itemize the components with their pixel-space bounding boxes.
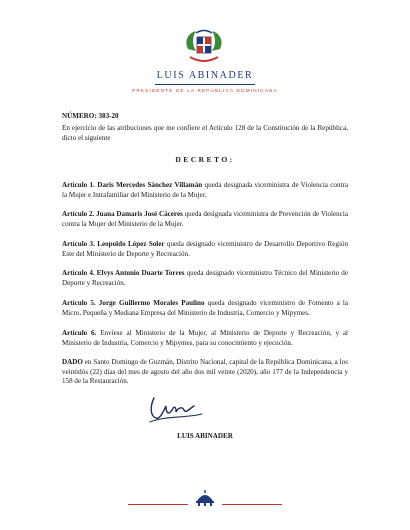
dado-paragraph [62, 358, 348, 387]
intro-paragraph: En ejercicio de las atribuciones que me confiere el Artículo 128 de la Constitución de la República, dicto el siguiente [62, 124, 348, 142]
article-3-label: Artículo 3. [62, 240, 95, 248]
decree-number-value: 383-20 [98, 112, 119, 120]
article-3-name: Leopoldo López Soler [97, 240, 165, 248]
article-1-text: queda designada viceministra de Violencia contra la Mujer e Intrafamiliar del Ministerio de la Mujer. [62, 181, 348, 199]
decree-number-label: NÚMERO: [62, 112, 97, 120]
article-1 [62, 181, 348, 200]
footer-divider-left [128, 504, 188, 505]
article-1-label: Artículo 1. [62, 181, 95, 189]
coat-of-arms-icon [182, 27, 226, 67]
palace-dome-icon [193, 489, 217, 507]
article-4-name: Elvys Antonio Duarte Torres [96, 269, 185, 277]
article-2 [62, 210, 348, 229]
article-6-label: Artículo 6. [62, 329, 97, 337]
header-name: LUIS ABINADER [156, 70, 254, 81]
article-5-text: queda designado viceministro de Fomento a la Micro, Pequeña y Mediana Empresa del Ministerio de Industria, Comercio y Mipymes. [62, 299, 349, 317]
header-divider [155, 84, 255, 85]
article-6-text: Envíese al Ministerio de la Mujer, al Ministerio de Deporte y Recreación, y al Ministerio de Industria, Comercio y Mipymes, para su conocimiento y ejecución. [62, 329, 348, 347]
article-3-text: queda designado viceministro de Desarrollo Deportivo Región Este del Ministerio de Deporte y Recreación. [62, 240, 349, 258]
article-1-name: Daris Mercedes Sánchez Villamán [97, 181, 203, 189]
dado-label: DADO [62, 358, 83, 366]
footer-divider-right [222, 504, 282, 505]
article-5 [62, 299, 348, 318]
article-2-label: Artículo 2. [62, 210, 95, 218]
article-6 [62, 329, 348, 348]
article-5-label: Artículo 5. [62, 299, 96, 307]
article-2-text: queda designada viceministra de Prevención de Violencia contra la Mujer del Ministerio de la Mujer. [62, 210, 348, 228]
decree-number [62, 112, 348, 122]
dado-text: en Santo Domingo de Guzmán, Distrito Nacional, capital de la República Dominicana, a los veintidós (22) días del mes de agosto del año dos mil veinte (2020), año 177 de la Independencia y 158 de la Restauración. [62, 358, 348, 386]
article-3 [62, 240, 348, 259]
signer-name: LUIS ABINADER [177, 432, 233, 440]
article-2-name: Juana Damaris José Cáceres [96, 210, 183, 218]
header-subtitle: PRESIDENTE DE LA REPÚBLICA DOMINICANA [132, 88, 278, 93]
handwritten-signature [146, 392, 206, 424]
article-4-label: Artículo 4. [62, 269, 95, 277]
decree-title: DECRETO: [175, 155, 235, 164]
article-4 [62, 269, 348, 288]
article-5-name: Jorge Guillermo Morales Paulino [98, 299, 205, 307]
article-4-text: queda designado viceministro Técnico del Ministerio de Deporte y Recreación. [62, 269, 349, 287]
